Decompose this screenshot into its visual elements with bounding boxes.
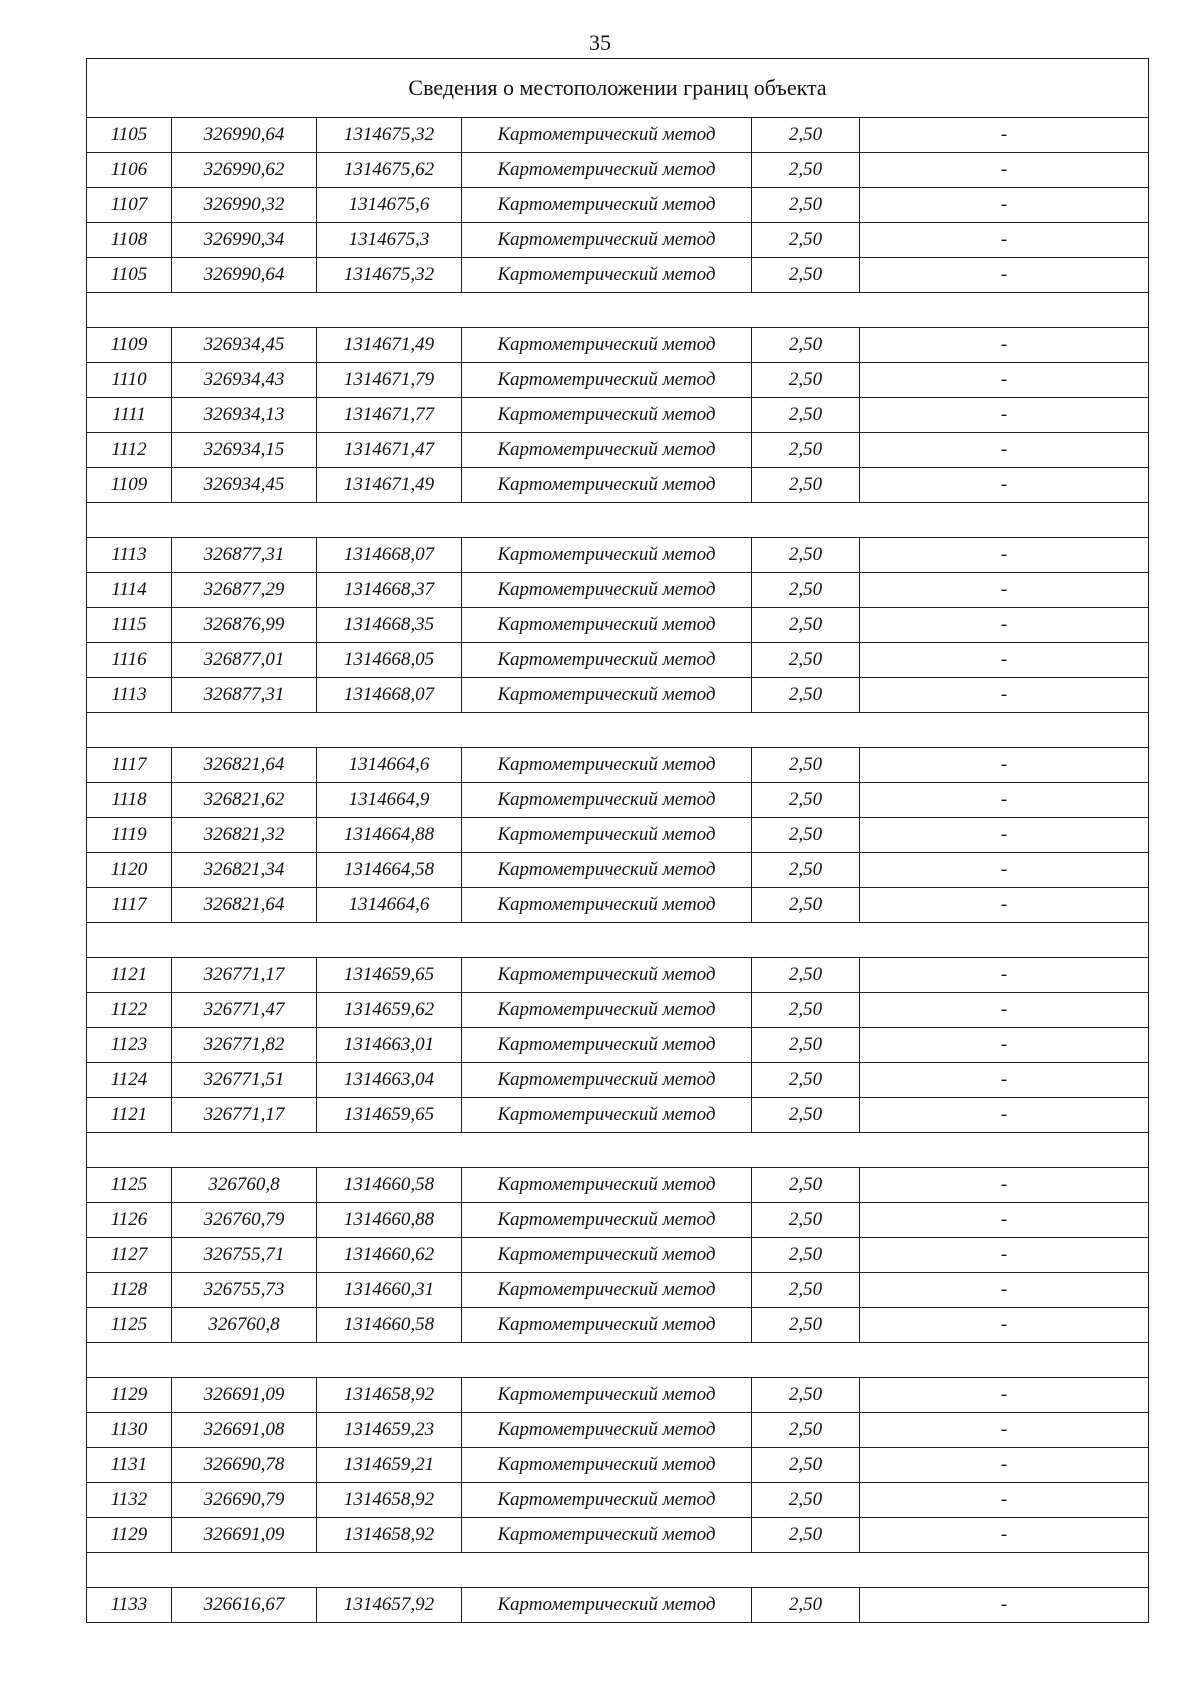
description-cell: - [860,608,1149,643]
method-cell: Картометрический метод [462,118,752,153]
accuracy-cell: 2,50 [752,818,860,853]
accuracy-cell: 2,50 [752,993,860,1028]
x-coordinate-cell: 326877,31 [172,678,317,713]
x-coordinate-cell: 326821,62 [172,783,317,818]
point-number-cell: 1121 [87,1098,172,1133]
table-row [87,1238,1149,1273]
method-cell: Картометрический метод [462,1518,752,1553]
point-number-cell: 1132 [87,1483,172,1518]
y-coordinate-cell: 1314671,47 [317,433,462,468]
table-row [87,1518,1149,1553]
x-coordinate-cell: 326821,64 [172,748,317,783]
accuracy-cell: 2,50 [752,1273,860,1308]
y-coordinate-cell: 1314675,32 [317,258,462,293]
description-cell: - [860,1588,1149,1623]
method-cell: Картометрический метод [462,433,752,468]
group-separator-row [87,1343,1149,1378]
accuracy-cell: 2,50 [752,1098,860,1133]
table-row [87,258,1149,293]
accuracy-cell: 2,50 [752,888,860,923]
point-number-cell: 1118 [87,783,172,818]
y-coordinate-cell: 1314659,65 [317,958,462,993]
accuracy-cell: 2,50 [752,223,860,258]
method-cell: Картометрический метод [462,1063,752,1098]
method-cell: Картометрический метод [462,188,752,223]
table-title: Сведения о местоположении границ объекта [87,59,1149,118]
y-coordinate-cell: 1314660,58 [317,1308,462,1343]
table-row [87,538,1149,573]
point-number-cell: 1125 [87,1308,172,1343]
table-row [87,328,1149,363]
method-cell: Картометрический метод [462,783,752,818]
point-number-cell: 1117 [87,888,172,923]
description-cell: - [860,1203,1149,1238]
table-row [87,1028,1149,1063]
accuracy-cell: 2,50 [752,958,860,993]
method-cell: Картометрический метод [462,1413,752,1448]
method-cell: Картометрический метод [462,1028,752,1063]
y-coordinate-cell: 1314675,32 [317,118,462,153]
table-row [87,1098,1149,1133]
accuracy-cell: 2,50 [752,1518,860,1553]
point-number-cell: 1123 [87,1028,172,1063]
description-cell: - [860,573,1149,608]
description-cell: - [860,188,1149,223]
accuracy-cell: 2,50 [752,363,860,398]
y-coordinate-cell: 1314664,6 [317,748,462,783]
y-coordinate-cell: 1314668,07 [317,678,462,713]
x-coordinate-cell: 326690,79 [172,1483,317,1518]
method-cell: Картометрический метод [462,608,752,643]
description-cell: - [860,468,1149,503]
point-number-cell: 1112 [87,433,172,468]
separator-cell [87,293,1149,328]
x-coordinate-cell: 326821,32 [172,818,317,853]
description-cell: - [860,398,1149,433]
accuracy-cell: 2,50 [752,538,860,573]
description-cell: - [860,1483,1149,1518]
method-cell: Картометрический метод [462,223,752,258]
boundary-table-container [86,58,1148,1623]
point-number-cell: 1129 [87,1378,172,1413]
description-cell: - [860,153,1149,188]
accuracy-cell: 2,50 [752,1378,860,1413]
accuracy-cell: 2,50 [752,1203,860,1238]
table-row [87,783,1149,818]
accuracy-cell: 2,50 [752,1588,860,1623]
accuracy-cell: 2,50 [752,573,860,608]
accuracy-cell: 2,50 [752,748,860,783]
description-cell: - [860,363,1149,398]
point-number-cell: 1125 [87,1168,172,1203]
point-number-cell: 1129 [87,1518,172,1553]
y-coordinate-cell: 1314675,3 [317,223,462,258]
point-number-cell: 1106 [87,153,172,188]
table-row [87,993,1149,1028]
table-row [87,748,1149,783]
y-coordinate-cell: 1314671,79 [317,363,462,398]
method-cell: Картометрический метод [462,1378,752,1413]
table-row [87,608,1149,643]
description-cell: - [860,888,1149,923]
description-cell: - [860,1448,1149,1483]
y-coordinate-cell: 1314675,62 [317,153,462,188]
x-coordinate-cell: 326934,43 [172,363,317,398]
description-cell: - [860,1098,1149,1133]
description-cell: - [860,223,1149,258]
separator-cell [87,1133,1149,1168]
point-number-cell: 1113 [87,678,172,713]
y-coordinate-cell: 1314658,92 [317,1378,462,1413]
x-coordinate-cell: 326821,64 [172,888,317,923]
description-cell: - [860,1063,1149,1098]
table-row [87,1378,1149,1413]
x-coordinate-cell: 326691,09 [172,1378,317,1413]
method-cell: Картометрический метод [462,398,752,433]
y-coordinate-cell: 1314659,21 [317,1448,462,1483]
y-coordinate-cell: 1314658,92 [317,1483,462,1518]
y-coordinate-cell: 1314671,49 [317,468,462,503]
method-cell: Картометрический метод [462,643,752,678]
x-coordinate-cell: 326760,8 [172,1168,317,1203]
table-row [87,188,1149,223]
separator-cell [87,1343,1149,1378]
description-cell: - [860,958,1149,993]
y-coordinate-cell: 1314671,49 [317,328,462,363]
method-cell: Картометрический метод [462,1308,752,1343]
point-number-cell: 1131 [87,1448,172,1483]
x-coordinate-cell: 326877,31 [172,538,317,573]
point-number-cell: 1115 [87,608,172,643]
description-cell: - [860,1518,1149,1553]
accuracy-cell: 2,50 [752,678,860,713]
y-coordinate-cell: 1314671,77 [317,398,462,433]
x-coordinate-cell: 326691,08 [172,1413,317,1448]
method-cell: Картометрический метод [462,1273,752,1308]
accuracy-cell: 2,50 [752,1028,860,1063]
x-coordinate-cell: 326877,01 [172,643,317,678]
separator-cell [87,713,1149,748]
group-separator-row [87,503,1149,538]
method-cell: Картометрический метод [462,748,752,783]
table-row [87,1168,1149,1203]
point-number-cell: 1127 [87,1238,172,1273]
point-number-cell: 1110 [87,363,172,398]
method-cell: Картометрический метод [462,1098,752,1133]
point-number-cell: 1107 [87,188,172,223]
y-coordinate-cell: 1314659,65 [317,1098,462,1133]
x-coordinate-cell: 326771,17 [172,958,317,993]
table-row [87,853,1149,888]
table-row [87,468,1149,503]
point-number-cell: 1122 [87,993,172,1028]
table-row [87,1448,1149,1483]
table-row [87,363,1149,398]
table-row [87,223,1149,258]
separator-cell [87,503,1149,538]
method-cell: Картометрический метод [462,678,752,713]
description-cell: - [860,783,1149,818]
y-coordinate-cell: 1314664,58 [317,853,462,888]
accuracy-cell: 2,50 [752,1238,860,1273]
description-cell: - [860,433,1149,468]
table-row [87,643,1149,678]
y-coordinate-cell: 1314668,07 [317,538,462,573]
accuracy-cell: 2,50 [752,468,860,503]
method-cell: Картометрический метод [462,1588,752,1623]
accuracy-cell: 2,50 [752,608,860,643]
y-coordinate-cell: 1314659,23 [317,1413,462,1448]
y-coordinate-cell: 1314663,01 [317,1028,462,1063]
point-number-cell: 1116 [87,643,172,678]
method-cell: Картометрический метод [462,153,752,188]
x-coordinate-cell: 326876,99 [172,608,317,643]
point-number-cell: 1128 [87,1273,172,1308]
x-coordinate-cell: 326771,17 [172,1098,317,1133]
description-cell: - [860,258,1149,293]
x-coordinate-cell: 326771,82 [172,1028,317,1063]
method-cell: Картометрический метод [462,993,752,1028]
x-coordinate-cell: 326934,45 [172,468,317,503]
table-row [87,398,1149,433]
table-row [87,1273,1149,1308]
description-cell: - [860,1273,1149,1308]
description-cell: - [860,118,1149,153]
method-cell: Картометрический метод [462,328,752,363]
point-number-cell: 1111 [87,398,172,433]
point-number-cell: 1105 [87,118,172,153]
x-coordinate-cell: 326934,13 [172,398,317,433]
method-cell: Картометрический метод [462,888,752,923]
y-coordinate-cell: 1314664,6 [317,888,462,923]
method-cell: Картометрический метод [462,1238,752,1273]
y-coordinate-cell: 1314668,37 [317,573,462,608]
method-cell: Картометрический метод [462,958,752,993]
point-number-cell: 1120 [87,853,172,888]
table-row [87,1413,1149,1448]
group-separator-row [87,923,1149,958]
group-separator-row [87,293,1149,328]
x-coordinate-cell: 326755,71 [172,1238,317,1273]
method-cell: Картометрический метод [462,1448,752,1483]
table-row [87,1063,1149,1098]
accuracy-cell: 2,50 [752,1308,860,1343]
x-coordinate-cell: 326990,64 [172,118,317,153]
accuracy-cell: 2,50 [752,643,860,678]
method-cell: Картометрический метод [462,1168,752,1203]
x-coordinate-cell: 326690,78 [172,1448,317,1483]
description-cell: - [860,1413,1149,1448]
x-coordinate-cell: 326934,15 [172,433,317,468]
x-coordinate-cell: 326771,51 [172,1063,317,1098]
method-cell: Картометрический метод [462,818,752,853]
accuracy-cell: 2,50 [752,398,860,433]
accuracy-cell: 2,50 [752,853,860,888]
method-cell: Картометрический метод [462,468,752,503]
y-coordinate-cell: 1314675,6 [317,188,462,223]
group-separator-row [87,1553,1149,1588]
y-coordinate-cell: 1314664,88 [317,818,462,853]
x-coordinate-cell: 326877,29 [172,573,317,608]
accuracy-cell: 2,50 [752,118,860,153]
accuracy-cell: 2,50 [752,433,860,468]
table-row [87,958,1149,993]
x-coordinate-cell: 326771,47 [172,993,317,1028]
accuracy-cell: 2,50 [752,1168,860,1203]
point-number-cell: 1109 [87,468,172,503]
y-coordinate-cell: 1314663,04 [317,1063,462,1098]
method-cell: Картометрический метод [462,853,752,888]
description-cell: - [860,818,1149,853]
point-number-cell: 1114 [87,573,172,608]
accuracy-cell: 2,50 [752,783,860,818]
y-coordinate-cell: 1314659,62 [317,993,462,1028]
table-row [87,888,1149,923]
y-coordinate-cell: 1314658,92 [317,1518,462,1553]
accuracy-cell: 2,50 [752,258,860,293]
point-number-cell: 1109 [87,328,172,363]
y-coordinate-cell: 1314657,92 [317,1588,462,1623]
y-coordinate-cell: 1314660,62 [317,1238,462,1273]
y-coordinate-cell: 1314668,35 [317,608,462,643]
table-row [87,1203,1149,1238]
x-coordinate-cell: 326755,73 [172,1273,317,1308]
y-coordinate-cell: 1314668,05 [317,643,462,678]
y-coordinate-cell: 1314660,58 [317,1168,462,1203]
page-number: 35 [589,30,611,55]
x-coordinate-cell: 326616,67 [172,1588,317,1623]
point-number-cell: 1126 [87,1203,172,1238]
y-coordinate-cell: 1314664,9 [317,783,462,818]
point-number-cell: 1121 [87,958,172,993]
separator-cell [87,923,1149,958]
table-row [87,818,1149,853]
separator-cell [87,1553,1149,1588]
x-coordinate-cell: 326990,34 [172,223,317,258]
point-number-cell: 1119 [87,818,172,853]
point-number-cell: 1113 [87,538,172,573]
accuracy-cell: 2,50 [752,1448,860,1483]
description-cell: - [860,1378,1149,1413]
description-cell: - [860,678,1149,713]
x-coordinate-cell: 326821,34 [172,853,317,888]
method-cell: Картометрический метод [462,1483,752,1518]
accuracy-cell: 2,50 [752,188,860,223]
table-row [87,1308,1149,1343]
description-cell: - [860,853,1149,888]
table-row [87,1483,1149,1518]
accuracy-cell: 2,50 [752,328,860,363]
table-row [87,678,1149,713]
table-row [87,1588,1149,1623]
description-cell: - [860,538,1149,573]
description-cell: - [860,1238,1149,1273]
x-coordinate-cell: 326760,8 [172,1308,317,1343]
point-number-cell: 1124 [87,1063,172,1098]
x-coordinate-cell: 326760,79 [172,1203,317,1238]
x-coordinate-cell: 326990,32 [172,188,317,223]
point-number-cell: 1117 [87,748,172,783]
point-number-cell: 1108 [87,223,172,258]
y-coordinate-cell: 1314660,31 [317,1273,462,1308]
point-number-cell: 1105 [87,258,172,293]
accuracy-cell: 2,50 [752,153,860,188]
description-cell: - [860,328,1149,363]
table-row [87,573,1149,608]
x-coordinate-cell: 326990,62 [172,153,317,188]
point-number-cell: 1133 [87,1588,172,1623]
description-cell: - [860,1028,1149,1063]
method-cell: Картометрический метод [462,538,752,573]
point-number-cell: 1130 [87,1413,172,1448]
group-separator-row [87,713,1149,748]
table-row [87,433,1149,468]
method-cell: Картометрический метод [462,1203,752,1238]
method-cell: Картометрический метод [462,258,752,293]
description-cell: - [860,643,1149,678]
table-header-row [87,59,1149,118]
method-cell: Картометрический метод [462,363,752,398]
description-cell: - [860,993,1149,1028]
x-coordinate-cell: 326990,64 [172,258,317,293]
accuracy-cell: 2,50 [752,1483,860,1518]
method-cell: Картометрический метод [462,573,752,608]
x-coordinate-cell: 326691,09 [172,1518,317,1553]
description-cell: - [860,1168,1149,1203]
description-cell: - [860,1308,1149,1343]
description-cell: - [860,748,1149,783]
x-coordinate-cell: 326934,45 [172,328,317,363]
accuracy-cell: 2,50 [752,1413,860,1448]
table-row [87,153,1149,188]
y-coordinate-cell: 1314660,88 [317,1203,462,1238]
accuracy-cell: 2,50 [752,1063,860,1098]
boundary-table [86,58,1149,1623]
group-separator-row [87,1133,1149,1168]
table-row [87,118,1149,153]
